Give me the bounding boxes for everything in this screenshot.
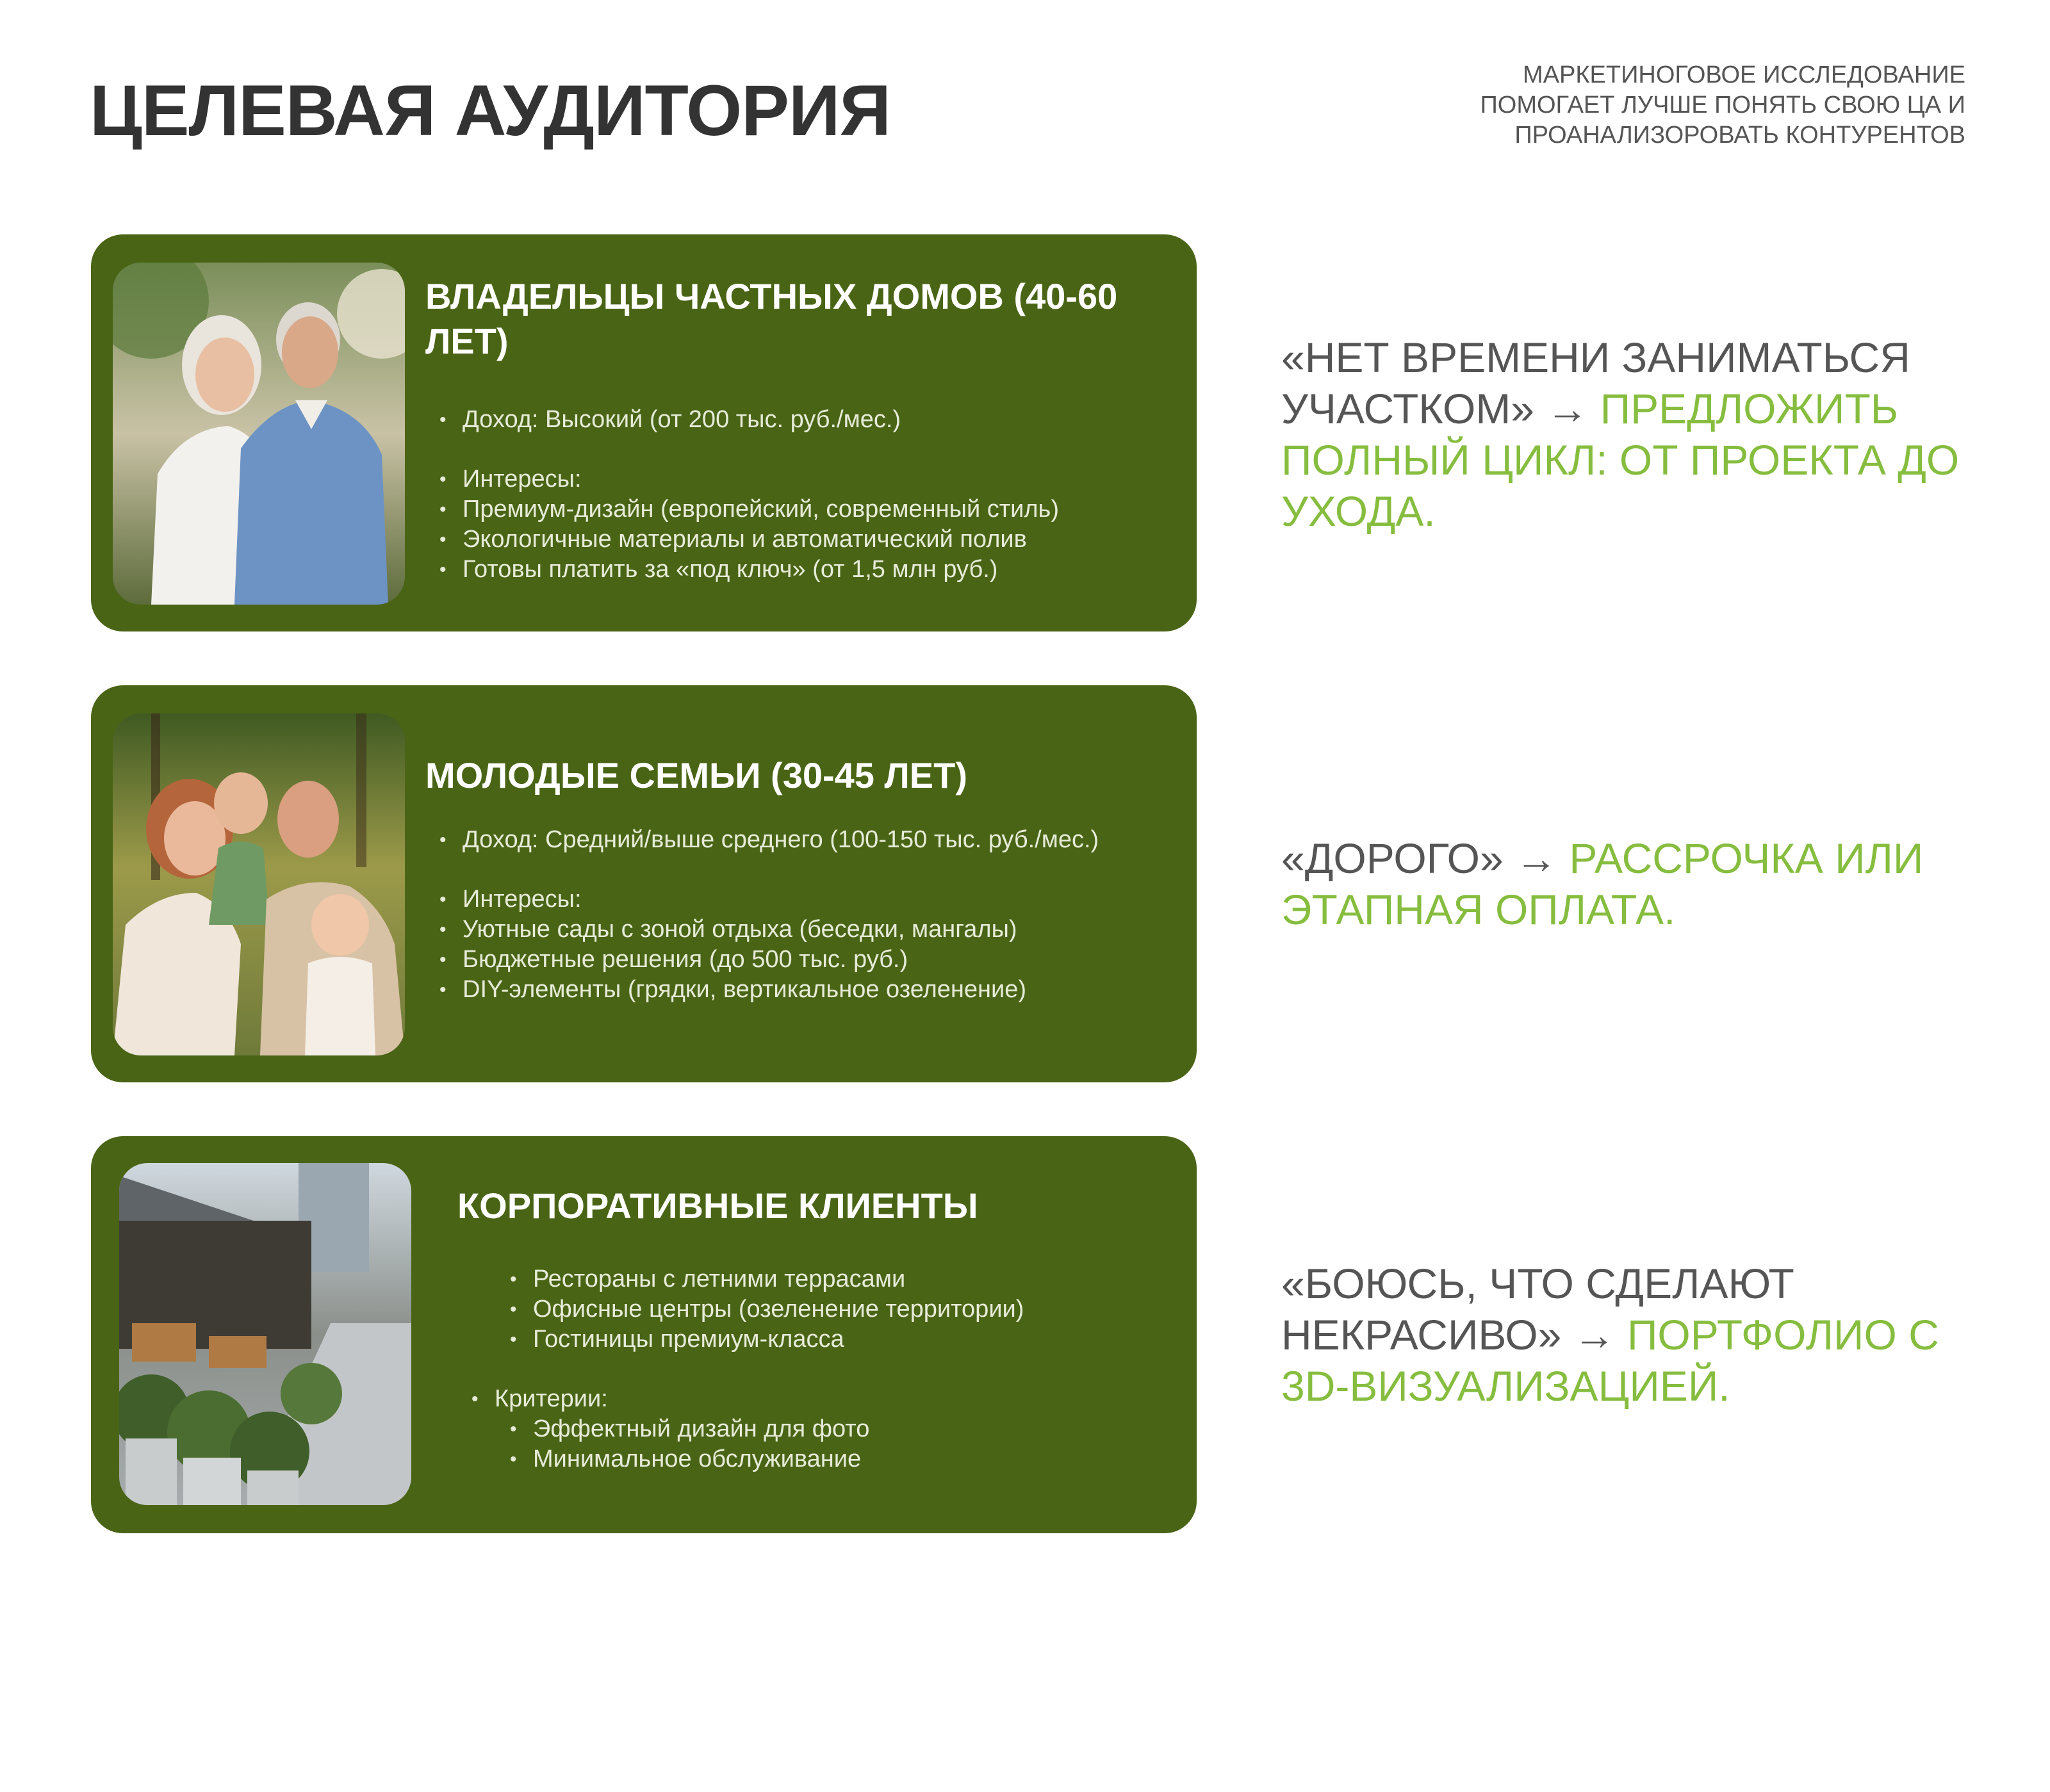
segment-card-corporate [91,1136,1197,1533]
objection-quote-2 [1281,833,1960,935]
segment-card-private-owners [91,234,1197,631]
list-spacer [437,435,1174,464]
client-item: • Рестораны с летними террасами [507,1264,1174,1294]
interest-item: • Готовы платить за «под ключ» (от 1,5 млн руб.) [437,555,1174,585]
young-family-photo [113,713,405,1055]
segment-details [469,1264,1174,1474]
client-item: • Офисные центры (озеленение территории) [507,1294,1174,1324]
income-item: • Доход: Высокий (от 200 тыс. руб./мес.) [437,405,1174,435]
page-title: ЦЕЛЕВАЯ АУДИТОРИЯ [90,70,890,151]
objection-quote-3 [1281,1258,1960,1412]
quote-objection: «ДОРОГО» → [1281,835,1558,882]
objection-quote-1 [1281,332,1960,537]
interest-item: • Бюджетные решения (до 500 тыс. руб.) [437,945,1180,975]
quote-solution: РАССРОЧКА ИЛИ ЭТАПНАЯ ОПЛАТА. [1281,835,1924,933]
interests-label: • Интересы: [437,884,1180,915]
list-spacer [507,1355,1174,1384]
criteria-item: • Минимальное обслуживание [507,1444,1174,1474]
interest-item: • Премиум-дизайн (европейский, современный стиль) [437,494,1174,525]
interest-item: • Экологичные материалы и автоматический полив [437,525,1174,555]
header-note-line: МАРКЕТИНОГОВОЕ ИССЛЕДОВАНИЕ [1523,61,1965,88]
senior-couple-photo [113,263,405,605]
criteria-item: • Эффектный дизайн для фото [507,1414,1174,1444]
segment-card-young-families [91,685,1197,1082]
segment-title: МОЛОДЫЕ СЕМЬИ (30-45 ЛЕТ) [425,755,967,795]
segment-title: ВЛАДЕЛЬЦЫ ЧАСТНЫХ ДОМОВ (40-60 ЛЕТ) [425,276,1118,361]
interest-item: • Уютные сады с зоной отдыха (беседки, мангалы) [437,915,1180,945]
header-note [1389,60,1965,151]
income-item: • Доход: Средний/выше среднего (100-150 тыс. руб./мес.) [437,825,1180,855]
restaurant-terrace-photo [119,1163,411,1505]
quote-objection: «БОЮСЬ, ЧТО СДЕЛАЮТ НЕКРАСИВО» → [1281,1260,1794,1358]
quote-objection: «НЕТ ВРЕМЕНИ ЗАНИМАТЬСЯ УЧАСТКОМ» → [1281,334,1910,432]
header-note-line: ПОМОГАЕТ ЛУЧШЕ ПОНЯТЬ СВОЮ ЦА И [1480,92,1965,118]
interests-label: • Интересы: [437,464,1174,494]
quote-solution: ПРЕДЛОЖИТЬ ПОЛНЫЙ ЦИКЛ: ОТ ПРОЕКТА ДО УХОДА. [1281,385,1960,535]
segment-details [437,405,1174,585]
header-note-line: ПРОАНАЛИЗОРОВАТЬ КОНТУРЕНТОВ [1514,122,1965,149]
segment-details [437,825,1180,1005]
client-item: • Гостиницы премиум-класса [507,1324,1174,1355]
interest-item: • DIY-элементы (грядки, вертикальное озеленение) [437,975,1180,1005]
quote-solution: ПОРТФОЛИО С 3D-ВИЗУАЛИЗАЦИЕЙ. [1281,1311,1939,1410]
list-spacer [437,855,1180,884]
criteria-label: • Критерии: [469,1384,1174,1414]
segment-title: КОРПОРАТИВНЫЕ КЛИЕНТЫ [457,1185,978,1226]
